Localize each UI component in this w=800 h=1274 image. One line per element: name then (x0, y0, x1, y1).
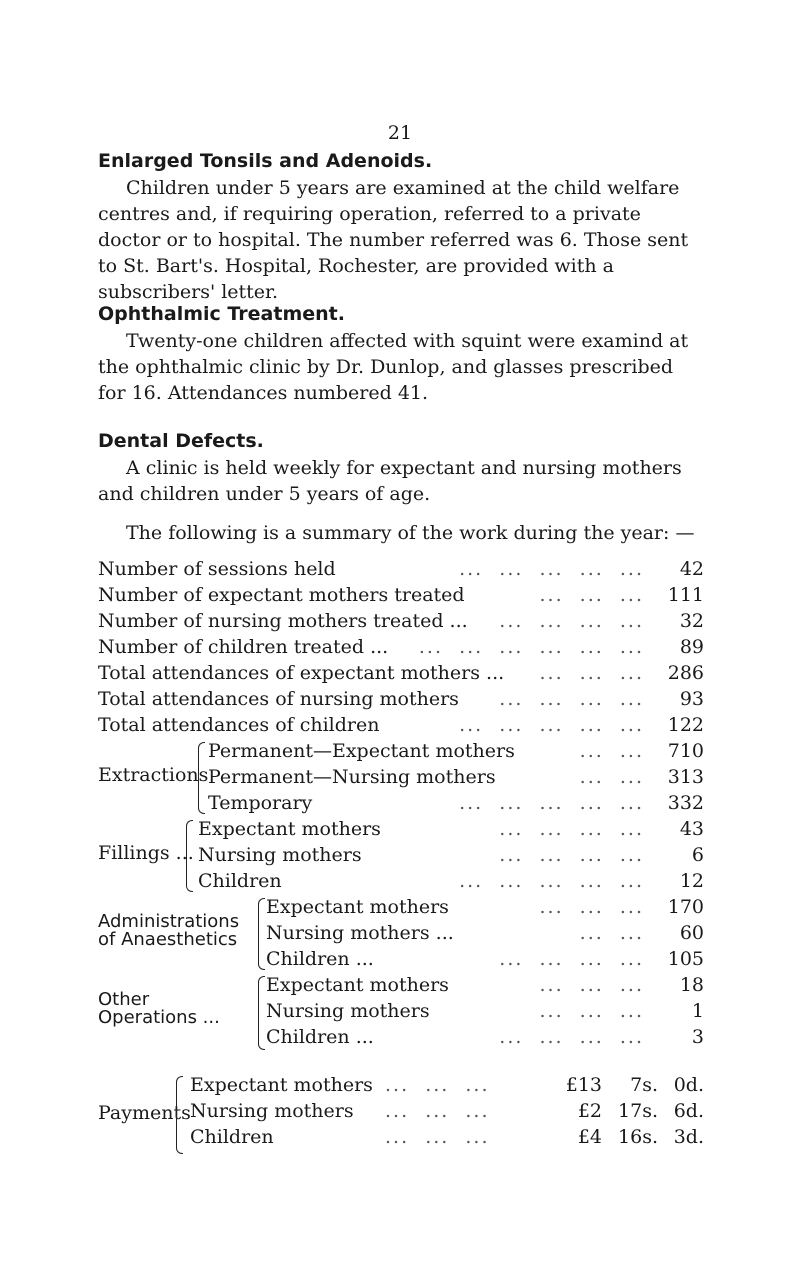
group-label-payments: Payments (98, 1102, 191, 1124)
summary-label: Total attendances of nursing mothers (98, 686, 465, 712)
payments-pence: 3d. (673, 1126, 704, 1148)
payments-pence: 6d. (673, 1100, 704, 1122)
payments-pounds: £4 (577, 1126, 602, 1148)
group-label-other-ops-line2: Operations ... (98, 1007, 220, 1028)
anaesthetics-row: ... ... Nursing mothers ... 60 (266, 922, 704, 944)
other-ops-row: ... ... ... Expectant mothers 18 (266, 974, 704, 996)
payments-pounds: £2 (577, 1100, 602, 1122)
anaesthetics-label: Children ... (266, 946, 380, 972)
extractions-label: Permanent—Nursing mothers (208, 764, 502, 790)
summary-value: 93 (679, 688, 704, 710)
fillings-value: 12 (679, 870, 704, 892)
summary-intro: The following is a summary of the work during the year: — (126, 522, 695, 544)
extractions-label: Temporary (208, 790, 318, 816)
anaesthetics-value: 170 (667, 896, 704, 918)
other-ops-value: 3 (691, 1026, 704, 1048)
anaesthetics-value: 105 (667, 948, 704, 970)
fillings-value: 43 (679, 818, 704, 840)
anaesthetics-row: ... ... ... Expectant mothers 170 (266, 896, 704, 918)
summary-row: ... ... ... ... ... ... Number of children treated ... 89 (98, 636, 704, 658)
extractions-value: 313 (667, 766, 704, 788)
payments-pounds: £13 (565, 1074, 602, 1096)
summary-row: ... ... ... ... Total attendances of nursing mothers 93 (98, 688, 704, 710)
payments-label: Nursing mothers (190, 1100, 354, 1122)
other-ops-value: 18 (679, 974, 704, 996)
other-ops-row: ... ... ... Nursing mothers 1 (266, 1000, 704, 1022)
summary-value: 122 (667, 714, 704, 736)
other-ops-row: ... ... ... ... Children ... 3 (266, 1026, 704, 1048)
summary-value: 89 (679, 636, 704, 658)
anaesthetics-value: 60 (679, 922, 704, 944)
summary-label: Number of expectant mothers treated (98, 582, 471, 608)
paragraph-ophthalmic: Twenty-one children affected with squint were examind at the ophthalmic clinic by Dr. Dunlop, and glasses prescribed for 16. Attendances numbered 41. (98, 330, 689, 404)
fillings-label: Children (198, 868, 288, 894)
summary-label: Total attendances of expectant mothers ... (98, 660, 510, 686)
extractions-row: ... ... Permanent—Expectant mothers 710 (208, 740, 704, 762)
fillings-row: ... ... ... ... Expectant mothers 43 (198, 818, 704, 840)
summary-row: ... ... ... Total attendances of expectant mothers ... 286 (98, 662, 704, 684)
extractions-row: ... ... ... ... ... Temporary 332 (208, 792, 704, 814)
summary-row: ... ... ... ... ... Number of sessions held 42 (98, 558, 704, 580)
summary-row: ... ... ... ... ... Total attendances of children 122 (98, 714, 704, 736)
summary-label: Number of children treated ... (98, 634, 394, 660)
summary-value: 32 (679, 610, 704, 632)
group-label-extractions: Extractions (98, 764, 209, 786)
group-label-anaesthetics-line2: of Anaesthetics (98, 929, 238, 950)
other-ops-label: Nursing mothers (266, 998, 436, 1024)
group-label-fillings: Fillings ... (98, 842, 194, 864)
anaesthetics-label: Expectant mothers (266, 894, 455, 920)
payments-pence: 0d. (673, 1074, 704, 1096)
summary-value: 111 (667, 584, 704, 606)
group-label-other-ops-line1: Other (98, 989, 150, 1010)
section-title-ophthalmic: Ophthalmic Treatment. (98, 303, 345, 325)
summary-value: 286 (667, 662, 704, 684)
summary-label: Number of sessions held (98, 556, 342, 582)
summary-row: ... ... ... Number of expectant mothers treated 111 (98, 584, 704, 606)
fillings-value: 6 (691, 844, 704, 866)
brace-payments (176, 1076, 183, 1154)
summary-label: Total attendances of children (98, 712, 385, 738)
page-number: 21 (387, 122, 413, 144)
fillings-row: ... ... ... ... Nursing mothers 6 (198, 844, 704, 866)
other-ops-label: Children ... (266, 1024, 380, 1050)
paragraph-tonsils: Children under 5 years are examined at the child welfare centres and, if requiring operation, referred to a private doctor or to hospital. The number referred was 6. Those sent to St. Bart's. Hospital, Rochester, are provided with a subscribers' letter. (98, 177, 689, 303)
extractions-row: ... ... Permanent—Nursing mothers 313 (208, 766, 704, 788)
payments-shillings: 16s. (618, 1126, 658, 1148)
fillings-label: Nursing mothers (198, 842, 368, 868)
extractions-value: 710 (667, 740, 704, 762)
extractions-value: 332 (667, 792, 704, 814)
payments-label: Expectant mothers (190, 1074, 373, 1096)
payments-shillings: 17s. (618, 1100, 658, 1122)
payments-label: Children (190, 1126, 274, 1148)
anaesthetics-row: ... ... ... ... Children ... 105 (266, 948, 704, 970)
payments-shillings: 7s. (630, 1074, 658, 1096)
fillings-label: Expectant mothers (198, 816, 387, 842)
section-title-dental: Dental Defects. (98, 430, 264, 452)
group-label-anaesthetics-line1: Administrations (98, 911, 240, 932)
section-title-tonsils: Enlarged Tonsils and Adenoids. (98, 150, 433, 172)
summary-value: 42 (679, 558, 704, 580)
summary-row: ... ... ... ... Number of nursing mothers treated ... 32 (98, 610, 704, 632)
summary-label: Number of nursing mothers treated ... (98, 608, 474, 634)
other-ops-value: 1 (691, 1000, 704, 1022)
fillings-row: ... ... ... ... ... Children 12 (198, 870, 704, 892)
paragraph-dental: A clinic is held weekly for expectant and nursing mothers and children under 5 years of age. (98, 457, 682, 505)
anaesthetics-label: Nursing mothers ... (266, 920, 460, 946)
other-ops-label: Expectant mothers (266, 972, 455, 998)
extractions-label: Permanent—Expectant mothers (208, 738, 521, 764)
